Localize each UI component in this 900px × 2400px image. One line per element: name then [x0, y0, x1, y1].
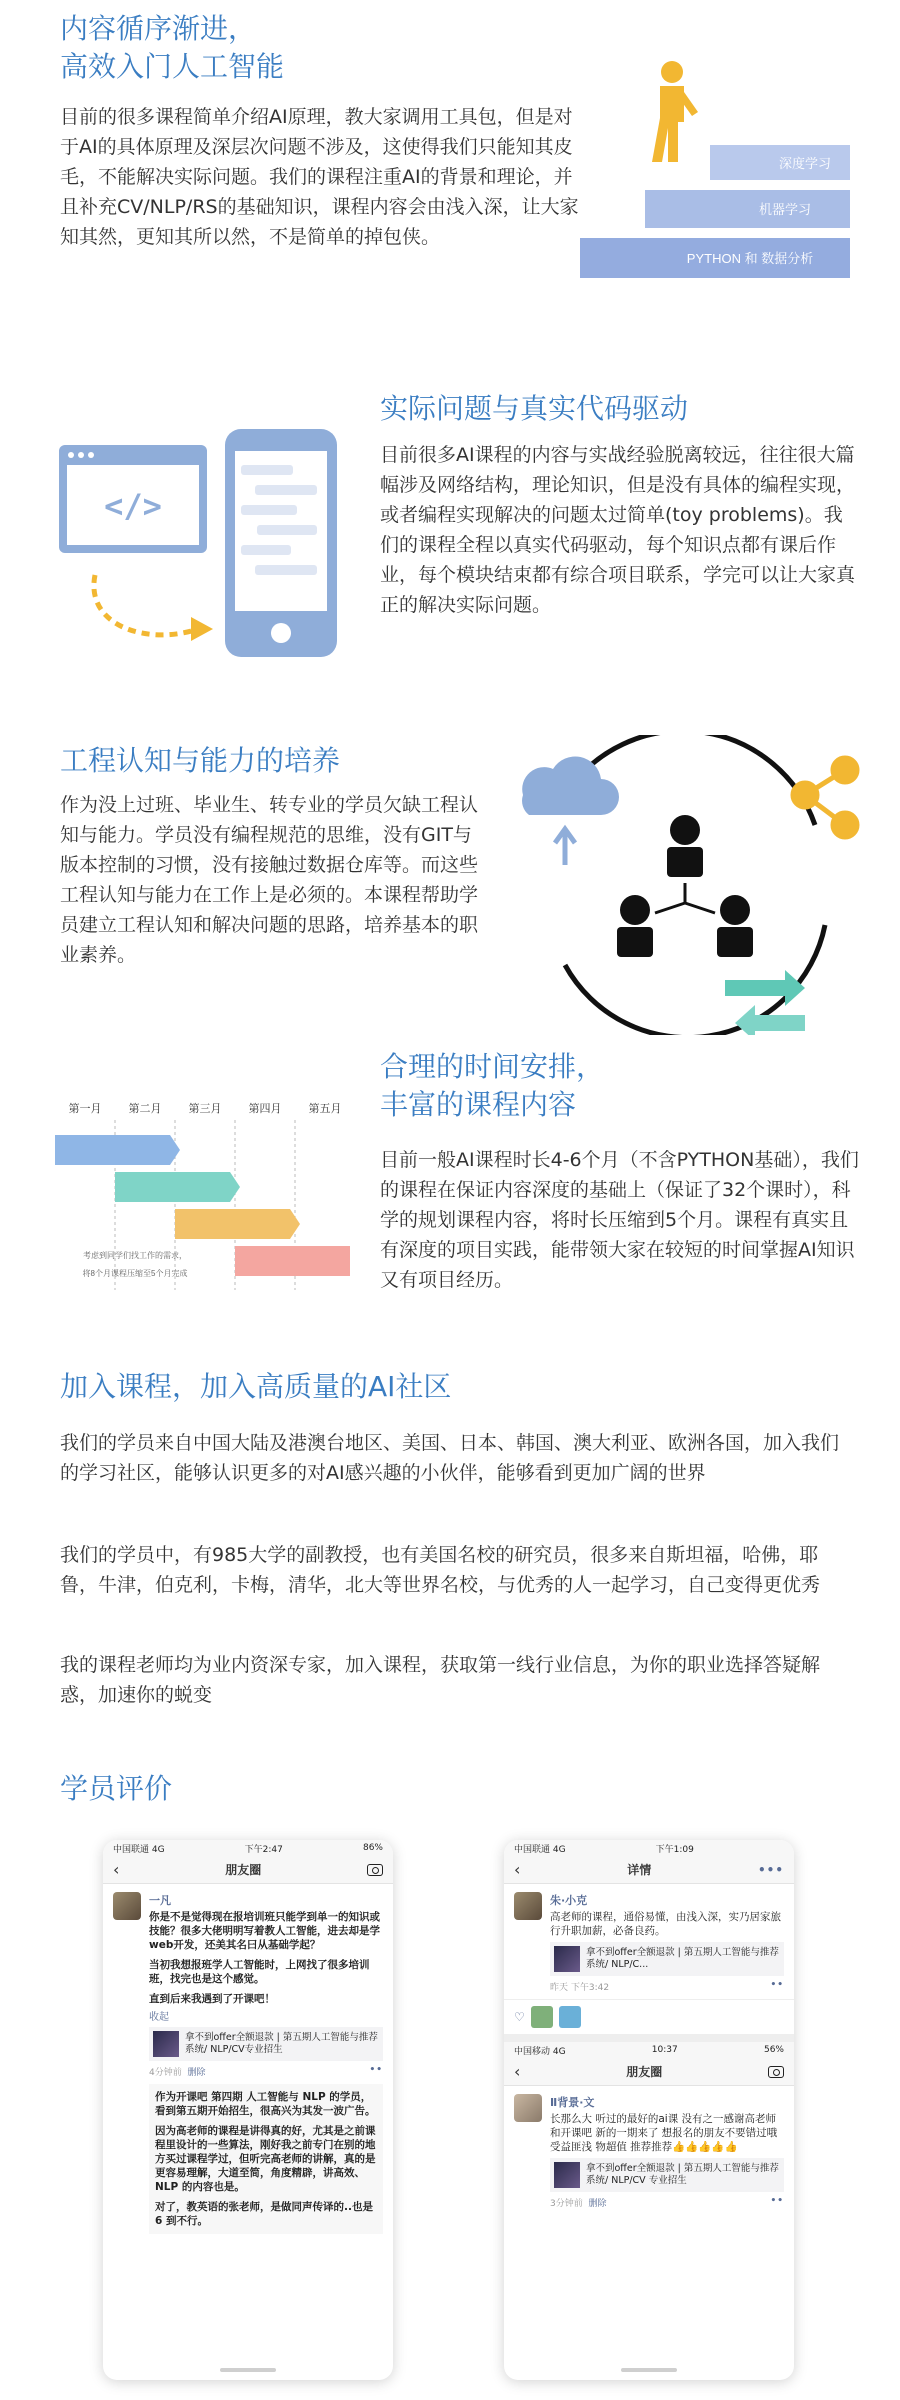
- stair-label-python: PYTHON 和 数据分析: [686, 251, 814, 266]
- code-brackets-text: </>: [104, 487, 162, 525]
- post-time: 4分钟前: [149, 2068, 182, 2078]
- schedule-section-body: 目前一般AI课程时长4-6个月（不含PYTHON基础），我们的课程在保证内容深度的基础上（保证了32个课时），科学的规划课程内容，将时长压缩到5个月。课程有真实且有深度的项目实践，能带领大家在较短的时间掌握AI知识又有项目经历。: [380, 1149, 859, 1291]
- nav-bar: [103, 1856, 393, 1884]
- clock-label: 下午2:47: [244, 1844, 283, 1855]
- moment-post-1: [504, 1884, 794, 1999]
- carrier-label: 中国联通 4G: [514, 1844, 566, 1855]
- stair-label-deep-learning: 深度学习: [778, 156, 832, 171]
- curved-arrow-icon: [94, 575, 213, 641]
- transfer-arrows-icon: [725, 970, 805, 1035]
- comment-text-3: 对了，教英语的张老师，是做同声传译的..也是 6 到不行。: [155, 2201, 373, 2227]
- browser-code-icon: [59, 445, 207, 553]
- delete-link[interactable]: 删除: [588, 2199, 607, 2209]
- schedule-gantt-chart: [55, 1100, 355, 1300]
- more-dots-icon[interactable]: ••: [369, 2065, 383, 2075]
- shared-link-card[interactable]: [149, 2027, 383, 2061]
- gantt-bar-3: [175, 1209, 300, 1239]
- engineering-section-body: 作为没上过班、毕业生、转专业的学员欠缺工程认知与能力。学员没有编程规范的思维，没有GIT与版本控制的习惯，没有接触过数据仓库等。而这些工程认知与能力在工作上是必须的。本课程帮助学员建立工程认知和解决问题的思路，培养基本的职业素养。: [60, 794, 479, 966]
- comment-text-2: 因为高老师的课程是讲得真的好，尤其是之前课程里设计的一些算法，刚好我之前专门在别的地方买过课程学过，但听完高老师的讲解，真的是更容易理解，大道至简，角度精辟，讲高效、NLP 的内容也是。: [155, 2125, 376, 2193]
- post-author[interactable]: Ⅱ背景·文: [550, 2096, 595, 2109]
- camera-icon[interactable]: [367, 1864, 383, 1876]
- walking-person-icon: [652, 61, 698, 162]
- status-bar-2: [504, 2042, 794, 2058]
- schedule-section-title: [380, 1048, 840, 1124]
- nav-bar-2: [504, 2058, 794, 2086]
- month-label-1: 第一月: [68, 1103, 102, 1115]
- camera-icon[interactable]: [768, 2066, 784, 2078]
- avatar[interactable]: [113, 1892, 141, 1920]
- post-author[interactable]: 朱·小克: [550, 1894, 588, 1907]
- delete-link[interactable]: 删除: [187, 2068, 206, 2078]
- month-label-4: 第四月: [248, 1103, 282, 1115]
- post-text-3: 直到后来我遇到了开课吧！: [149, 1993, 275, 2005]
- carrier-label: 中国联通 4G: [113, 1844, 165, 1855]
- people-group-icon: [617, 815, 753, 957]
- intro-body: 目前的很多课程简单介绍AI原理，教大家调用工具包，但是对于AI的具体原理及深层次问题不涉及，这使得我们只能知其皮毛，不能解决实际问题。我们的课程注重AI的背景和理论，并且补充CV/NLP/RS的基础知识，课程内容会由浅入深，让大家知其然，更知其所以然，不是简单的掉包侠。: [60, 106, 579, 248]
- link-title: 拿不到offer全额退款 | 第五期人工智能与推荐系统/ NLP/CV专业招生: [185, 2032, 378, 2055]
- back-chevron-icon[interactable]: ‹: [514, 2062, 521, 2081]
- nav-bar: [504, 1856, 794, 1884]
- post-time: 3分钟前: [550, 2199, 583, 2209]
- more-dots-icon[interactable]: ••: [770, 2196, 784, 2206]
- month-label-2: 第二月: [128, 1103, 162, 1115]
- status-bar: [504, 1840, 794, 1856]
- post-time: 昨天 下午3:42: [550, 1983, 610, 1993]
- moment-post-1: [103, 1884, 393, 2084]
- post-text-2: 当初我想报班学人工智能时，上网找了很多培训班，找完也是这个感觉。: [149, 1959, 370, 1985]
- engineering-section-title: 工程认知与能力的培养: [60, 744, 341, 777]
- code-section-title: 实际问题与真实代码驱动: [380, 392, 689, 425]
- post-author[interactable]: 一凡: [149, 1894, 171, 1907]
- moment-post-2: [504, 2086, 794, 2215]
- community-paragraph-2: 我们的学员中，有985大学的副教授，也有美国名校的研究员，很多来自斯坦福，哈佛，耶鲁，牛津，伯克利，卡梅，清华，北大等世界名校，与优秀的人一起学习，自己变得更优秀: [60, 1544, 821, 1596]
- team-network-illustration: [505, 735, 865, 1035]
- nav-title: 详情: [627, 1863, 652, 1877]
- link-title: 拿不到offer全额退款 | 第五期人工智能与推荐系统/ NLP/C...: [586, 1947, 779, 1970]
- post-text: 高老师的课程，通俗易懂，由浅入深，实乃居家旅行升职加薪，必备良药。: [550, 1911, 781, 1937]
- gantt-note-line2: 将8个月课程压缩至5个月完成: [82, 1269, 188, 1278]
- post-text: 你是不是觉得现在报培训班只能学到单一的知识或技能？很多大佬明明写着教人工智能，进去却是学web开发，还美其名曰从基础学起？: [149, 1911, 380, 1951]
- likes-row: [504, 1999, 794, 2034]
- stair-label-machine-learning: 机器学习: [758, 202, 812, 217]
- shared-link-card[interactable]: [550, 1942, 784, 1976]
- battery-label: 86%: [362, 1843, 383, 1853]
- community-paragraph-1: 我们的学员来自中国大陆及港澳台地区、美国、日本、韩国、澳大利亚、欧洲各国，加入我们的学习社区，能够认识更多的对AI感兴趣的小伙伴，能够看到更加广阔的世界: [60, 1432, 840, 1484]
- link-thumbnail: [554, 2162, 580, 2188]
- smartphone-icon: [225, 429, 337, 657]
- clock-label: 10:37: [651, 2045, 678, 2055]
- liker-avatar[interactable]: [531, 2006, 553, 2028]
- cloud-upload-icon: [522, 756, 619, 865]
- intro-title-line2: 高效入门人工智能: [60, 50, 285, 83]
- home-indicator: [621, 2368, 677, 2372]
- schedule-title-line2: 丰富的课程内容: [380, 1088, 577, 1121]
- back-chevron-icon[interactable]: ‹: [514, 1860, 521, 1879]
- link-title: 拿不到offer全额退款 | 第五期人工智能与推荐系统/ NLP/CV 专业招生: [586, 2163, 779, 2186]
- home-indicator: [220, 2368, 276, 2372]
- code-section-body: 目前很多AI课程的内容与实战经验脱离较远，往往很大篇幅涉及网络结构，理论知识，但是没有具体的编程实现，或者编程实现解决的问题太过简单(toy problems)。我们的课程全程以真实代码驱动，每个知识点都有课后作业，每个模块结束都有综合项目联系，学完可以让大家真正的解决实际问题。: [380, 444, 856, 616]
- comment-text-1: 作为开课吧 第四期 人工智能与 NLP 的学员，看到第五期开始招生，很高兴为其发一波广告。: [155, 2091, 376, 2117]
- intro-title-line1: 内容循序渐进，: [60, 12, 257, 45]
- gantt-bar-1: [55, 1135, 180, 1165]
- link-thumbnail: [153, 2031, 179, 2057]
- nav-title: 朋友圈: [225, 1863, 262, 1877]
- heart-icon: ♡: [514, 2010, 525, 2024]
- post-text: 长那么大 听过的最好的ai课 没有之一感谢高老师和开课吧 新的一期来了 想报名的朋友不要错过哦 受益匪浅 物超值 推荐推荐👍👍👍👍👍: [550, 2113, 778, 2153]
- learning-stairs-illustration: [560, 50, 860, 290]
- link-thumbnail: [554, 1946, 580, 1972]
- share-icon: [793, 758, 857, 837]
- battery-label: 56%: [763, 2045, 784, 2055]
- more-dots-icon[interactable]: •••: [757, 1862, 784, 1877]
- nav-title: 朋友圈: [626, 2065, 663, 2079]
- status-bar: [103, 1840, 393, 1856]
- gantt-bar-4: [235, 1246, 350, 1276]
- intro-title: [60, 10, 500, 86]
- schedule-title-line1: 合理的时间安排，: [380, 1050, 605, 1083]
- stair-step-middle: [645, 190, 850, 228]
- month-label-3: 第三月: [188, 1103, 222, 1115]
- gantt-note-line1: 考虑到同学们找工作的需求，: [83, 1251, 187, 1260]
- review-screenshot-2: [504, 1840, 794, 2380]
- month-label-5: 第五月: [308, 1103, 342, 1115]
- post-meta: [550, 2196, 784, 2209]
- back-chevron-icon[interactable]: ‹: [113, 1860, 120, 1879]
- carrier-label: 中国移动 4G: [514, 2046, 566, 2057]
- shared-link-card[interactable]: [550, 2158, 784, 2192]
- more-dots-icon[interactable]: ••: [770, 1980, 784, 1990]
- community-section-title: 加入课程，加入高质量的AI社区: [60, 1370, 452, 1403]
- review-screenshot-1: [103, 1840, 393, 2380]
- avatar[interactable]: [514, 2094, 542, 2122]
- divider: [504, 2034, 794, 2042]
- reviews-section-title: 学员评价: [60, 1772, 173, 1805]
- gantt-bar-2: [115, 1172, 240, 1202]
- post-meta: [550, 1980, 784, 1993]
- liker-avatar[interactable]: [559, 2006, 581, 2028]
- collapse-link[interactable]: 收起: [149, 2012, 169, 2023]
- post-meta: [149, 2065, 383, 2078]
- avatar[interactable]: [514, 1892, 542, 1920]
- clock-label: 下午1:09: [655, 1844, 694, 1855]
- code-to-phone-illustration: [55, 425, 345, 665]
- comment-block: [149, 2084, 383, 2234]
- community-paragraph-3: 我的课程老师均为业内资深专家，加入课程，获取第一线行业信息，为你的职业选择答疑解惑，加速你的蜕变: [60, 1654, 821, 1706]
